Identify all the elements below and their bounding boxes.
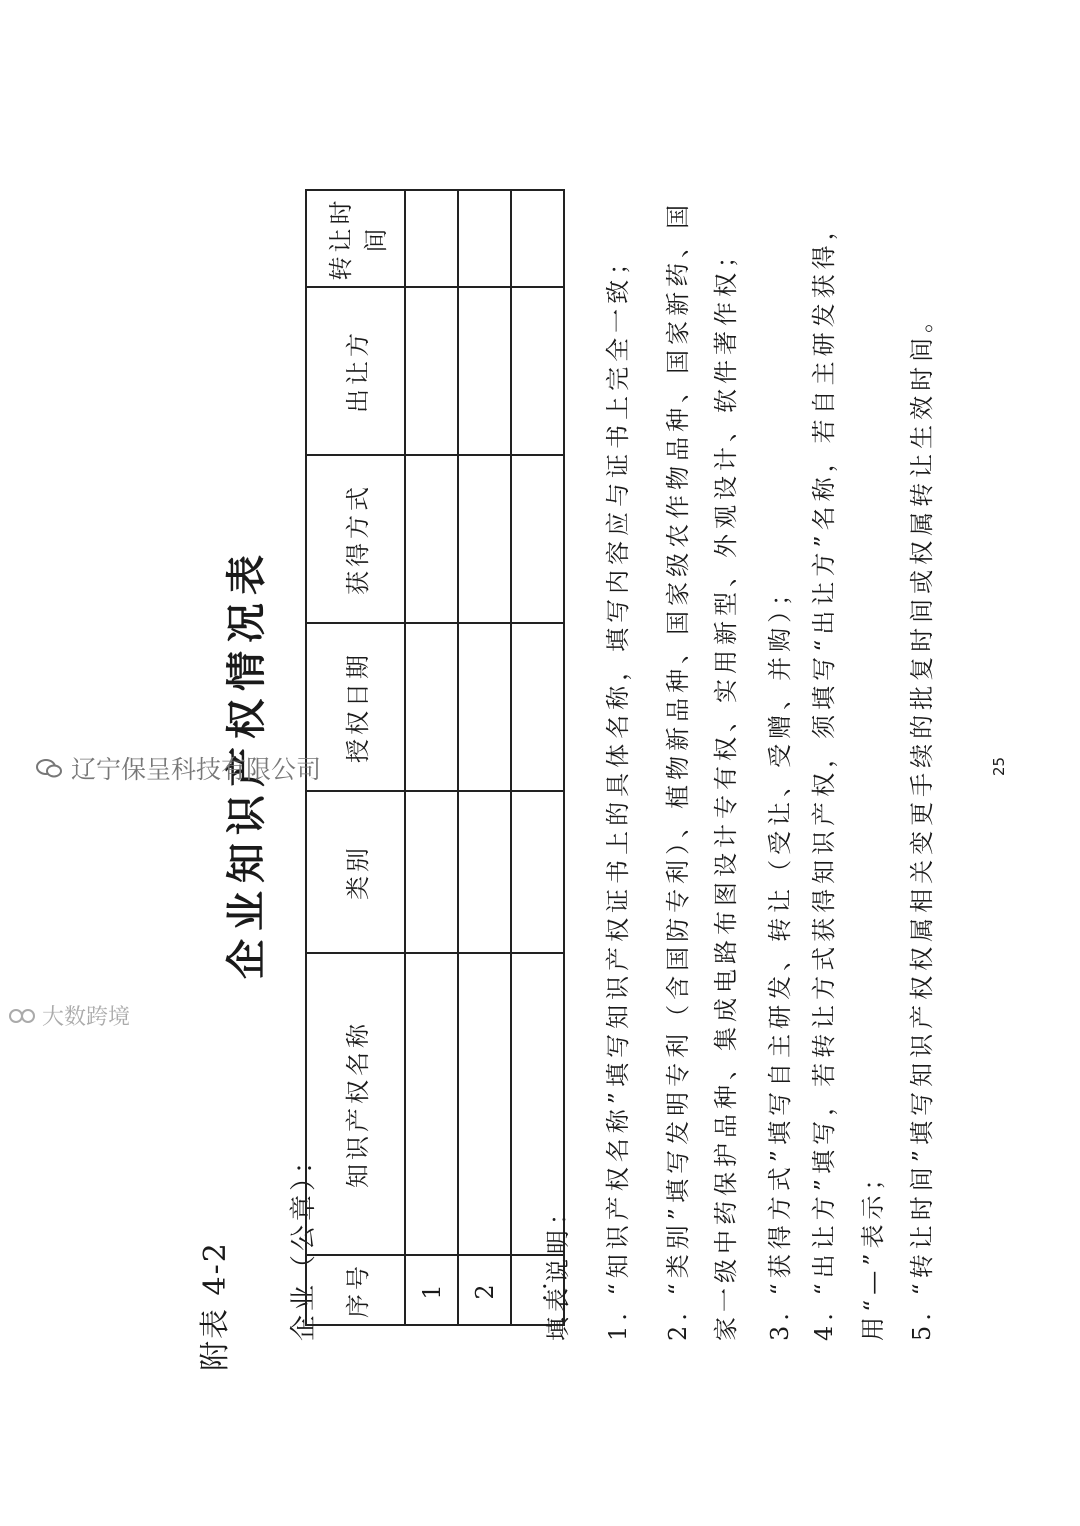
header-category: 类别 (306, 791, 405, 953)
notes-heading: 填表说明： (544, 1196, 572, 1341)
table-cell: 1 (405, 1255, 458, 1325)
page-number: 25 (990, 756, 1008, 776)
watermark-right (35, 750, 321, 786)
watermark-left-text: 大数跨境 (42, 1005, 131, 1030)
company-seal-line: 企业（公章）： (289, 1143, 319, 1341)
header-transfer-time: 转让时间 (306, 190, 405, 287)
table-cell (405, 287, 458, 455)
note-line: 家一级中药保护品种、集成电路布图设计专有权、实用新型、外观设计、软件著作权； (712, 239, 740, 1341)
table-cell (511, 287, 564, 455)
table-cell (511, 623, 564, 791)
table-cell (458, 953, 511, 1255)
table-cell: 2 (458, 1255, 511, 1325)
note-line: 用“—”表示； (859, 1161, 887, 1341)
table-row (511, 190, 564, 1325)
header-ip-name: 知识产权名称 (306, 953, 405, 1255)
table-cell (511, 190, 564, 287)
table-cell (511, 455, 564, 623)
watermark-right-text: 辽宁保呈科技有限公司 (71, 755, 322, 784)
wechat-icon (35, 757, 63, 779)
header-index: 序号 (306, 1255, 405, 1325)
note-line: 4. “出让方”填写，若转让方式获得知识产权，须填写“出让方”名称，若自主研发获得， (810, 211, 838, 1341)
table-row (405, 190, 458, 1325)
table-row (458, 190, 511, 1325)
header-transferor: 出让方 (306, 287, 405, 455)
logo-icon (8, 1005, 36, 1027)
table-cell (458, 791, 511, 953)
table-cell (458, 623, 511, 791)
note-line: 3. “获得方式”填写自主研发、转让（受让、受赠、并购）； (766, 576, 794, 1341)
note-line: 1. “知识产权名称”填写知识产权证书上的具体名称，填写内容应与证书上完全一致； (604, 245, 632, 1341)
table-cell (405, 791, 458, 953)
ip-table (305, 189, 565, 1326)
table-cell (405, 455, 458, 623)
header-grant-date: 授权日期 (306, 623, 405, 791)
table-cell (405, 623, 458, 791)
table-cell: .. (511, 1255, 564, 1325)
note-line: 2. “类别”填写发明专利（含国防专利）、植物新品种、国家级农作物品种、国家新药、国 (664, 199, 692, 1341)
table-cell (458, 455, 511, 623)
table-cell (458, 190, 511, 287)
watermark-left (8, 1000, 130, 1031)
table-cell (405, 953, 458, 1255)
table-cell (511, 791, 564, 953)
document-title: 企业知识产权情况表 (223, 547, 270, 979)
table-cell (405, 190, 458, 287)
header-acquire-method: 获得方式 (306, 455, 405, 623)
table-cell (458, 287, 511, 455)
note-line: 5. “转让时间”填写知识产权权属相关变更手续的批复时间或权属转让生效时间。 (908, 303, 936, 1341)
appendix-label: 附表 4-2 (198, 1241, 233, 1371)
